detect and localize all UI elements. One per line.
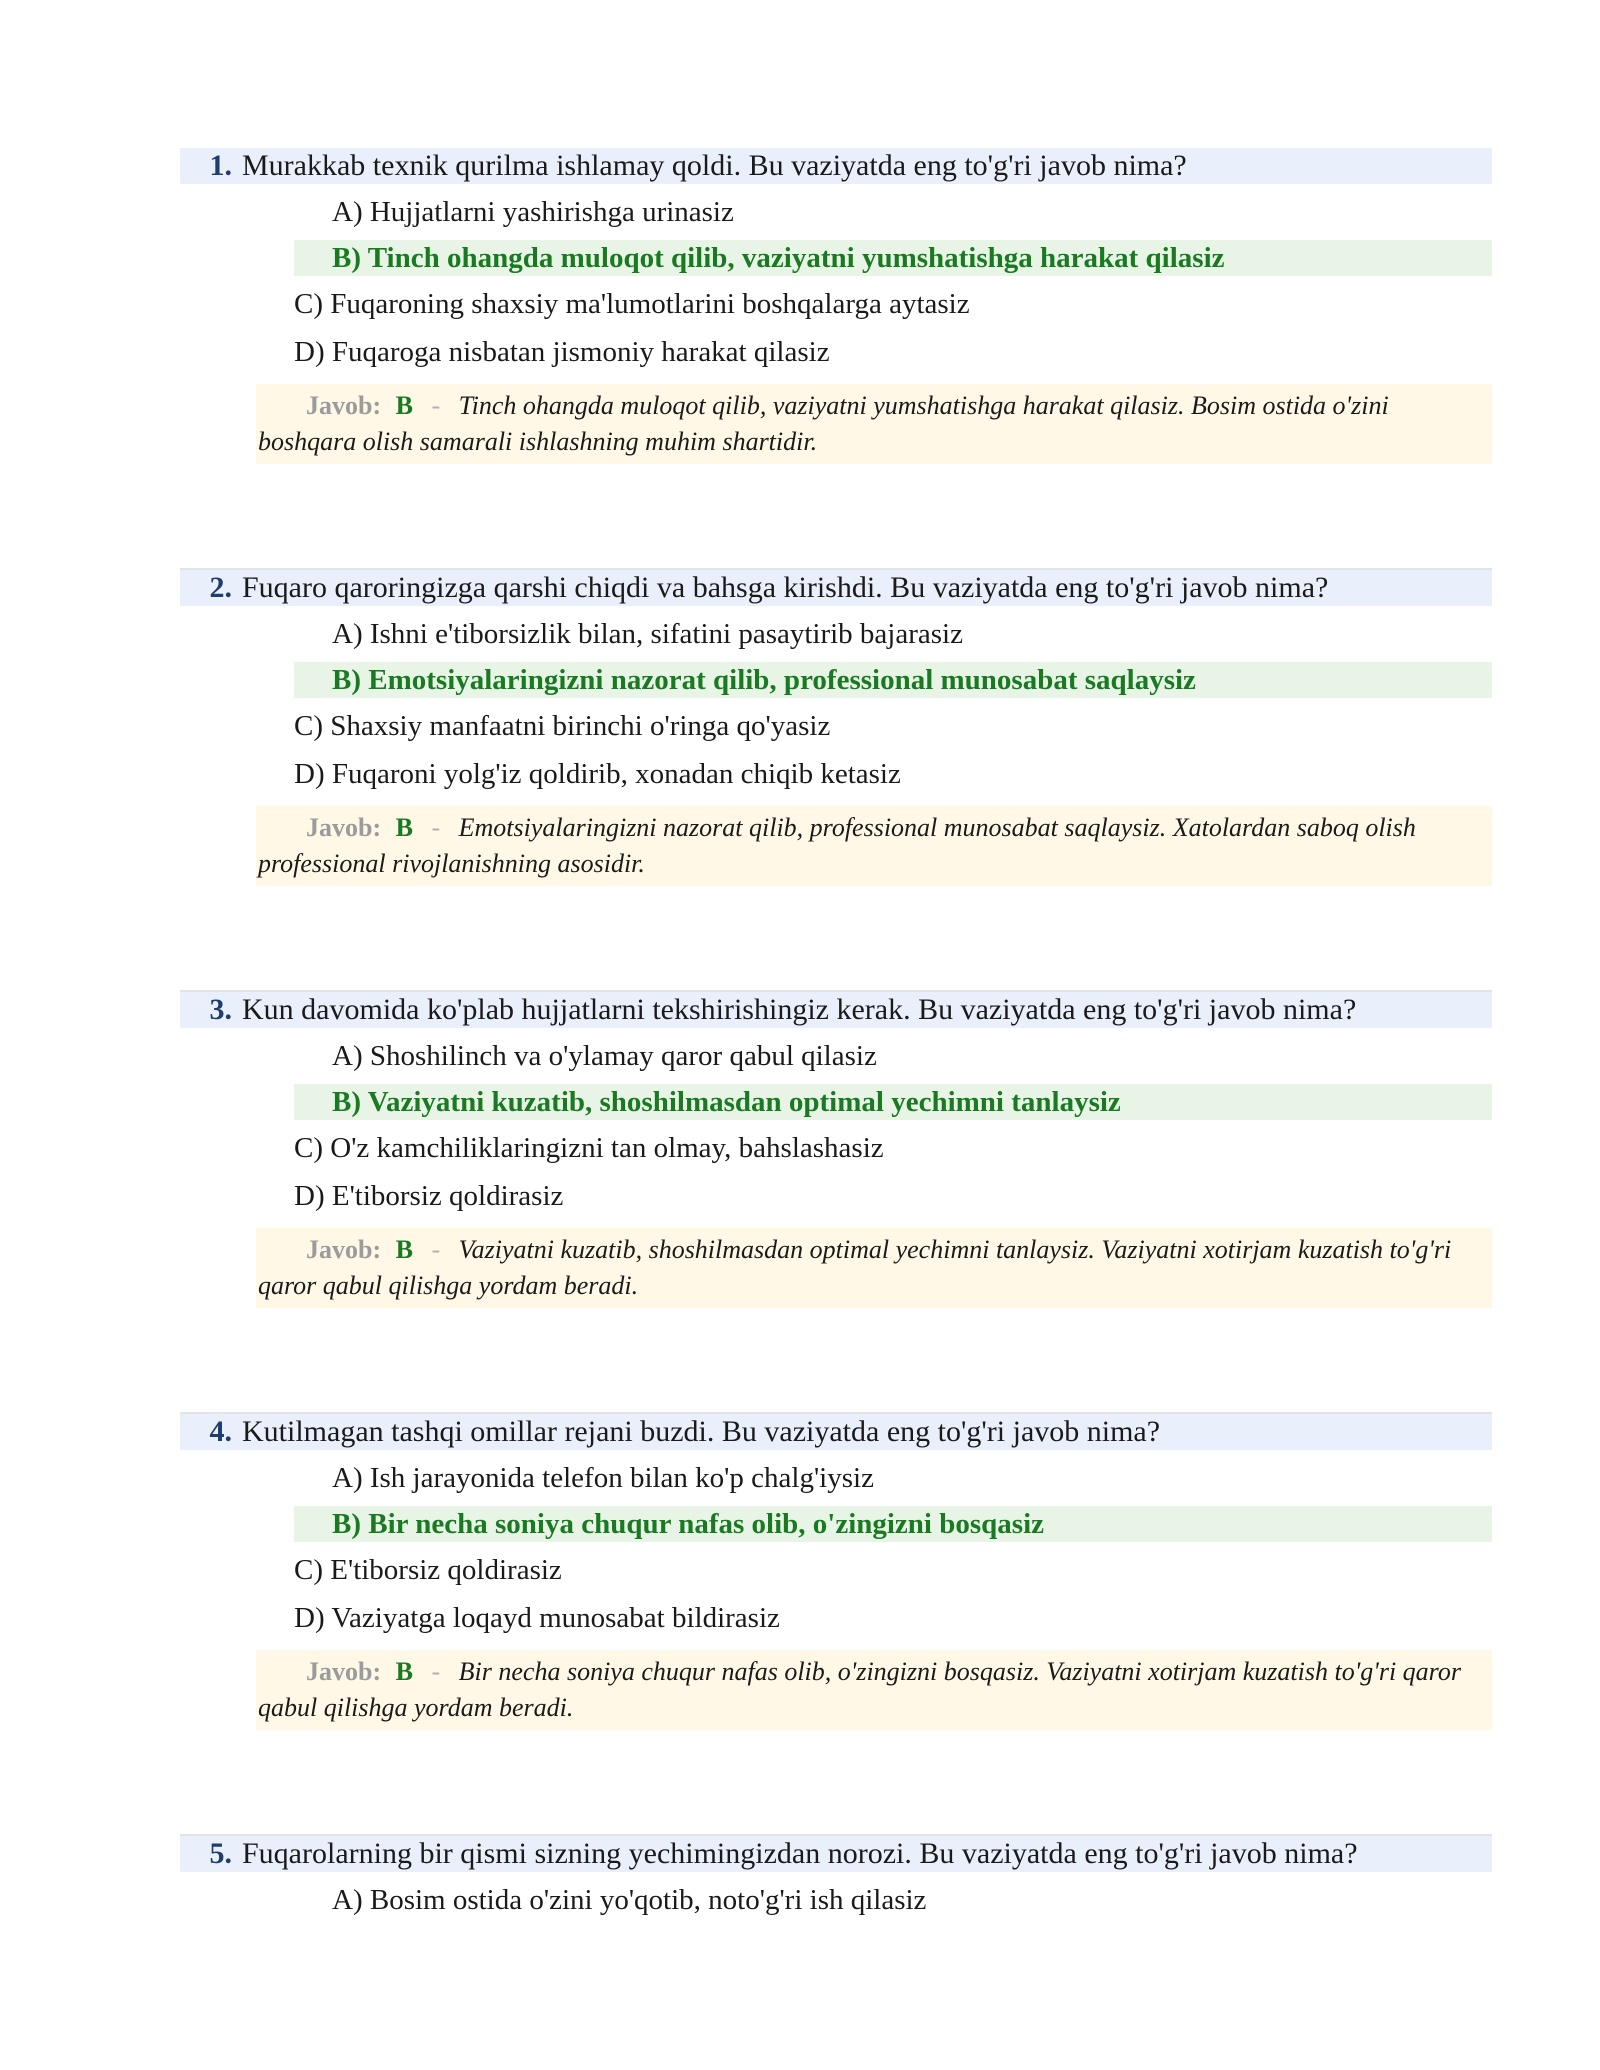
question-text: Kutilmagan tashqi omillar rejani buzdi. Bu vaziyatda eng to'g'ri javob nima? <box>242 1415 1161 1448</box>
option-a: A) Ish jarayonida telefon bilan ko'p chalg'iysiz <box>332 1461 874 1494</box>
question-text: Fuqaro qaroringizga qarshi chiqdi va bahsga kirishdi. Bu vaziyatda eng to'g'ri javob nima? <box>242 571 1329 604</box>
option-c: C) Fuqaroning shaxsiy ma'lumotlarini boshqalarga aytasiz <box>294 287 970 320</box>
question-number: 2. <box>209 571 232 604</box>
option-c: C) Shaxsiy manfaatni birinchi o'ringa qo'yasiz <box>294 709 831 742</box>
answer-label: Javob: <box>306 813 382 842</box>
quiz-page <box>180 148 1492 1956</box>
answer-box <box>256 1650 1492 1730</box>
question-header <box>180 992 1492 1028</box>
answer-letter: B <box>395 813 413 842</box>
answer-explanation: Bir necha soniya chuqur nafas olib, o'zingizni bosqasiz. Vaziyatni xotirjam kuzatish to'g'ri qaror qabul qilishga yordam beradi. <box>258 1657 1461 1722</box>
answer-dash: - <box>431 1235 441 1264</box>
question-header <box>180 1414 1492 1450</box>
question-3 <box>180 992 1492 1414</box>
question-number: 5. <box>209 1837 232 1870</box>
answer-dash: - <box>431 391 441 420</box>
option-b-correct: B) Tinch ohangda muloqot qilib, vaziyatni yumshatishga harakat qilasiz <box>294 240 1492 276</box>
question-text: Murakkab texnik qurilma ishlamay qoldi. Bu vaziyatda eng to'g'ri javob nima? <box>242 149 1187 182</box>
answer-letter: B <box>395 391 413 420</box>
answer-label: Javob: <box>306 391 382 420</box>
question-header <box>180 148 1492 184</box>
option-c: C) O'z kamchiliklaringizni tan olmay, bahslashasiz <box>294 1131 884 1164</box>
option-b-correct: B) Bir necha soniya chuqur nafas olib, o'zingizni bosqasiz <box>294 1506 1492 1542</box>
answer-dash: - <box>431 1657 441 1686</box>
option-a: A) Ishni e'tiborsizlik bilan, sifatini pasaytirib bajarasiz <box>332 617 963 650</box>
question-number: 1. <box>209 149 232 182</box>
option-b-correct: B) Emotsiyalaringizni nazorat qilib, professional munosabat saqlaysiz <box>294 662 1492 698</box>
question-header <box>180 1836 1492 1872</box>
option-a: A) Shoshilinch va o'ylamay qaror qabul qilasiz <box>332 1039 877 1072</box>
answer-dash: - <box>431 813 441 842</box>
option-a: A) Hujjatlarni yashirishga urinasiz <box>332 195 734 228</box>
answer-letter: B <box>395 1657 413 1686</box>
question-header <box>180 570 1492 606</box>
answer-box <box>256 806 1492 886</box>
question-4 <box>180 1414 1492 1836</box>
option-c: C) E'tiborsiz qoldirasiz <box>294 1553 562 1586</box>
question-2 <box>180 570 1492 992</box>
answer-label: Javob: <box>306 1235 382 1264</box>
answer-letter: B <box>395 1235 413 1264</box>
question-number: 4. <box>209 1415 232 1448</box>
option-d: D) Vaziyatga loqayd munosabat bildirasiz <box>294 1601 780 1634</box>
option-b-correct: B) Vaziyatni kuzatib, shoshilmasdan optimal yechimni tanlaysiz <box>294 1084 1492 1120</box>
answer-explanation: Vaziyatni kuzatib, shoshilmasdan optimal yechimni tanlaysiz. Vaziyatni xotirjam kuzatish to'g'ri qaror qabul qilishga yordam beradi. <box>258 1235 1452 1300</box>
answer-explanation: Tinch ohangda muloqot qilib, vaziyatni yumshatishga harakat qilasiz. Bosim ostida o'zini boshqara olish samarali ishlashning muhim shartidir. <box>258 391 1389 456</box>
question-5 <box>180 1836 1492 1956</box>
answer-box <box>256 384 1492 464</box>
question-text: Kun davomida ko'plab hujjatlarni tekshirishingiz kerak. Bu vaziyatda eng to'g'ri javob nima? <box>242 993 1357 1026</box>
option-d: D) Fuqaroni yolg'iz qoldirib, xonadan chiqib ketasiz <box>294 757 901 790</box>
option-d: D) Fuqaroga nisbatan jismoniy harakat qilasiz <box>294 335 830 368</box>
answer-box <box>256 1228 1492 1308</box>
answer-explanation: Emotsiyalaringizni nazorat qilib, professional munosabat saqlaysiz. Xatolardan saboq olish professional rivojlanishning asosidir. <box>258 813 1416 878</box>
question-1 <box>180 148 1492 570</box>
question-number: 3. <box>209 993 232 1026</box>
option-a: A) Bosim ostida o'zini yo'qotib, noto'g'ri ish qilasiz <box>332 1883 927 1916</box>
answer-label: Javob: <box>306 1657 382 1686</box>
option-d: D) E'tiborsiz qoldirasiz <box>294 1179 564 1212</box>
question-text: Fuqarolarning bir qismi sizning yechimingizdan norozi. Bu vaziyatda eng to'g'ri javob nima? <box>242 1837 1358 1870</box>
